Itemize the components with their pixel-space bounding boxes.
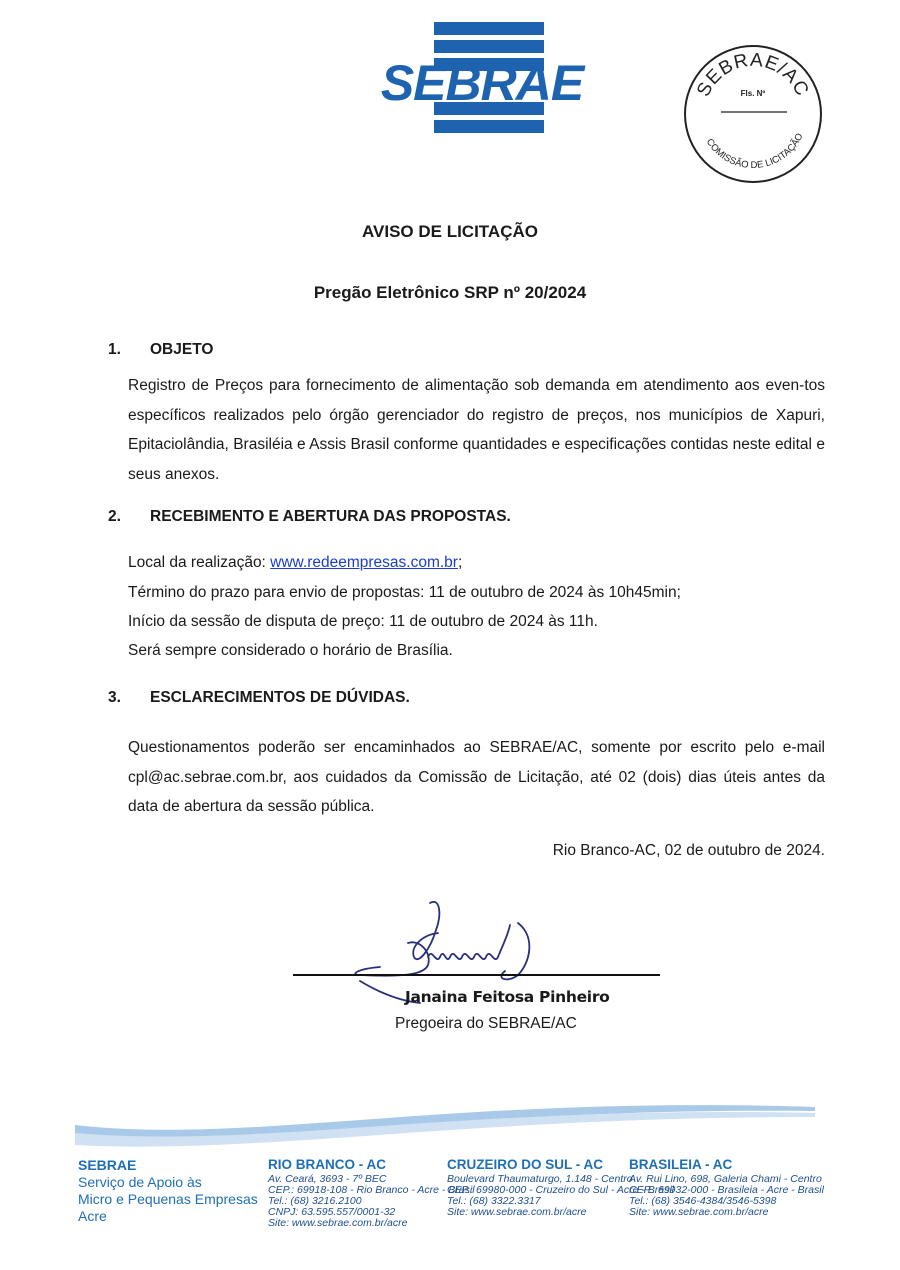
footer-wave <box>0 1085 900 1155</box>
section-1-number: 1. <box>108 341 121 358</box>
office-line: CNPJ: 63.595.557/0001-32 <box>268 1206 396 1218</box>
footer-office-rio-branco <box>268 1157 475 1229</box>
local-suffix: ; <box>457 554 463 571</box>
section-2-title: RECEBIMENTO E ABERTURA DAS PROPOSTAS. <box>150 508 511 525</box>
redeempresas-link[interactable]: www.redeempresas.com.br <box>270 554 458 571</box>
signer-name: Janaina Feitosa Pinheiro <box>405 988 610 1006</box>
sebrae-logo <box>372 20 592 138</box>
commission-stamp <box>683 44 823 184</box>
section-3-text: Questionamentos poderão ser encaminhados ao SEBRAE/AC, somente por escrito pelo e-mail cpl@ac.sebrae.com.br, aos cuidados da Comissão de Licitação, até 02 (dois) dias úteis antes da data de abertura da sessão pública. <box>128 739 825 815</box>
footer-org-line: Micro e Pequenas Empresas <box>78 1191 258 1207</box>
office-title: BRASILEIA - AC <box>629 1157 733 1172</box>
office-line: Tel.: (68) 3546-4384/3546-5398 <box>629 1195 777 1207</box>
office-line: Tel.: (68) 3322.3317 <box>447 1195 541 1207</box>
office-line: Tel.: (68) 3216.2100 <box>268 1195 362 1207</box>
office-title: RIO BRANCO - AC <box>268 1157 386 1172</box>
office-title: CRUZEIRO DO SUL - AC <box>447 1157 604 1172</box>
svg-text:SEBRAE/AC: SEBRAE/AC <box>693 49 813 101</box>
document-subtitle: Pregão Eletrônico SRP nº 20/2024 <box>313 283 587 302</box>
svg-text:Fls. Nº: Fls. Nº <box>740 89 766 98</box>
section-3-number: 3. <box>108 689 121 706</box>
local-label: Local da realização: <box>128 554 271 571</box>
footer-office-brasileia <box>629 1157 824 1218</box>
signer-role: Pregoeira do SEBRAE/AC <box>395 1015 577 1032</box>
document-title: AVISO DE LICITAÇÃO <box>362 222 538 241</box>
office-line: CEP.: 69980-000 - Cruzeiro do Sul - Acre - Brasil <box>447 1184 675 1196</box>
office-line: CEP.: 69932-000 - Brasileia - Acre - Brasil <box>629 1184 824 1196</box>
office-line: Site: www.sebrae.com.br/acre <box>629 1206 769 1218</box>
footer-org-line: Serviço de Apoio às <box>78 1174 202 1190</box>
timezone-line: Será sempre considerado o horário de Brasília. <box>128 642 453 659</box>
local-line <box>128 554 462 572</box>
footer-org-line: Acre <box>78 1208 107 1224</box>
office-line: Site: www.sebrae.com.br/acre <box>268 1217 408 1229</box>
section-1-title: OBJETO <box>150 341 214 358</box>
section-1-text: Registro de Preços para fornecimento de alimentação sob demanda em atendimento aos even-tos específicos realizados pelo órgão gerenciador do registro de preços, nos municípios de Xapuri, Epitaciolândia, Brasiléia e Assis Brasil conforme quantidades e especificações contidas neste edital e seus anexos. <box>128 377 825 483</box>
office-line: CEP.: 69918-108 - Rio Branco - Acre - Brasil <box>268 1184 475 1196</box>
section-3-title: ESCLARECIMENTOS DE DÚVIDAS. <box>150 689 410 706</box>
session-start-line: Início da sessão de disputa de preço: 11 de outubro de 2024 às 11h. <box>128 613 598 630</box>
office-line: Boulevard Thaumaturgo, 1.148 - Centro <box>447 1173 633 1185</box>
footer-org <box>78 1157 258 1225</box>
section-2-number: 2. <box>108 508 121 525</box>
footer-org-name: SEBRAE <box>78 1157 137 1173</box>
svg-text:SEBRAE: SEBRAE <box>380 55 584 111</box>
office-line: Site: www.sebrae.com.br/acre <box>447 1206 587 1218</box>
deadline-line: Término do prazo para envio de propostas: 11 de outubro de 2024 às 10h45min; <box>128 584 681 601</box>
office-line: Av. Rui Lino, 698, Galeria Chami - Centro <box>629 1173 822 1185</box>
office-line: Av. Ceará, 3693 - 7º BEC <box>268 1173 387 1185</box>
svg-text:COMISSÃO DE LICITAÇÃO: COMISSÃO DE LICITAÇÃO <box>703 131 806 172</box>
place-date: Rio Branco-AC, 02 de outubro de 2024. <box>552 842 825 859</box>
